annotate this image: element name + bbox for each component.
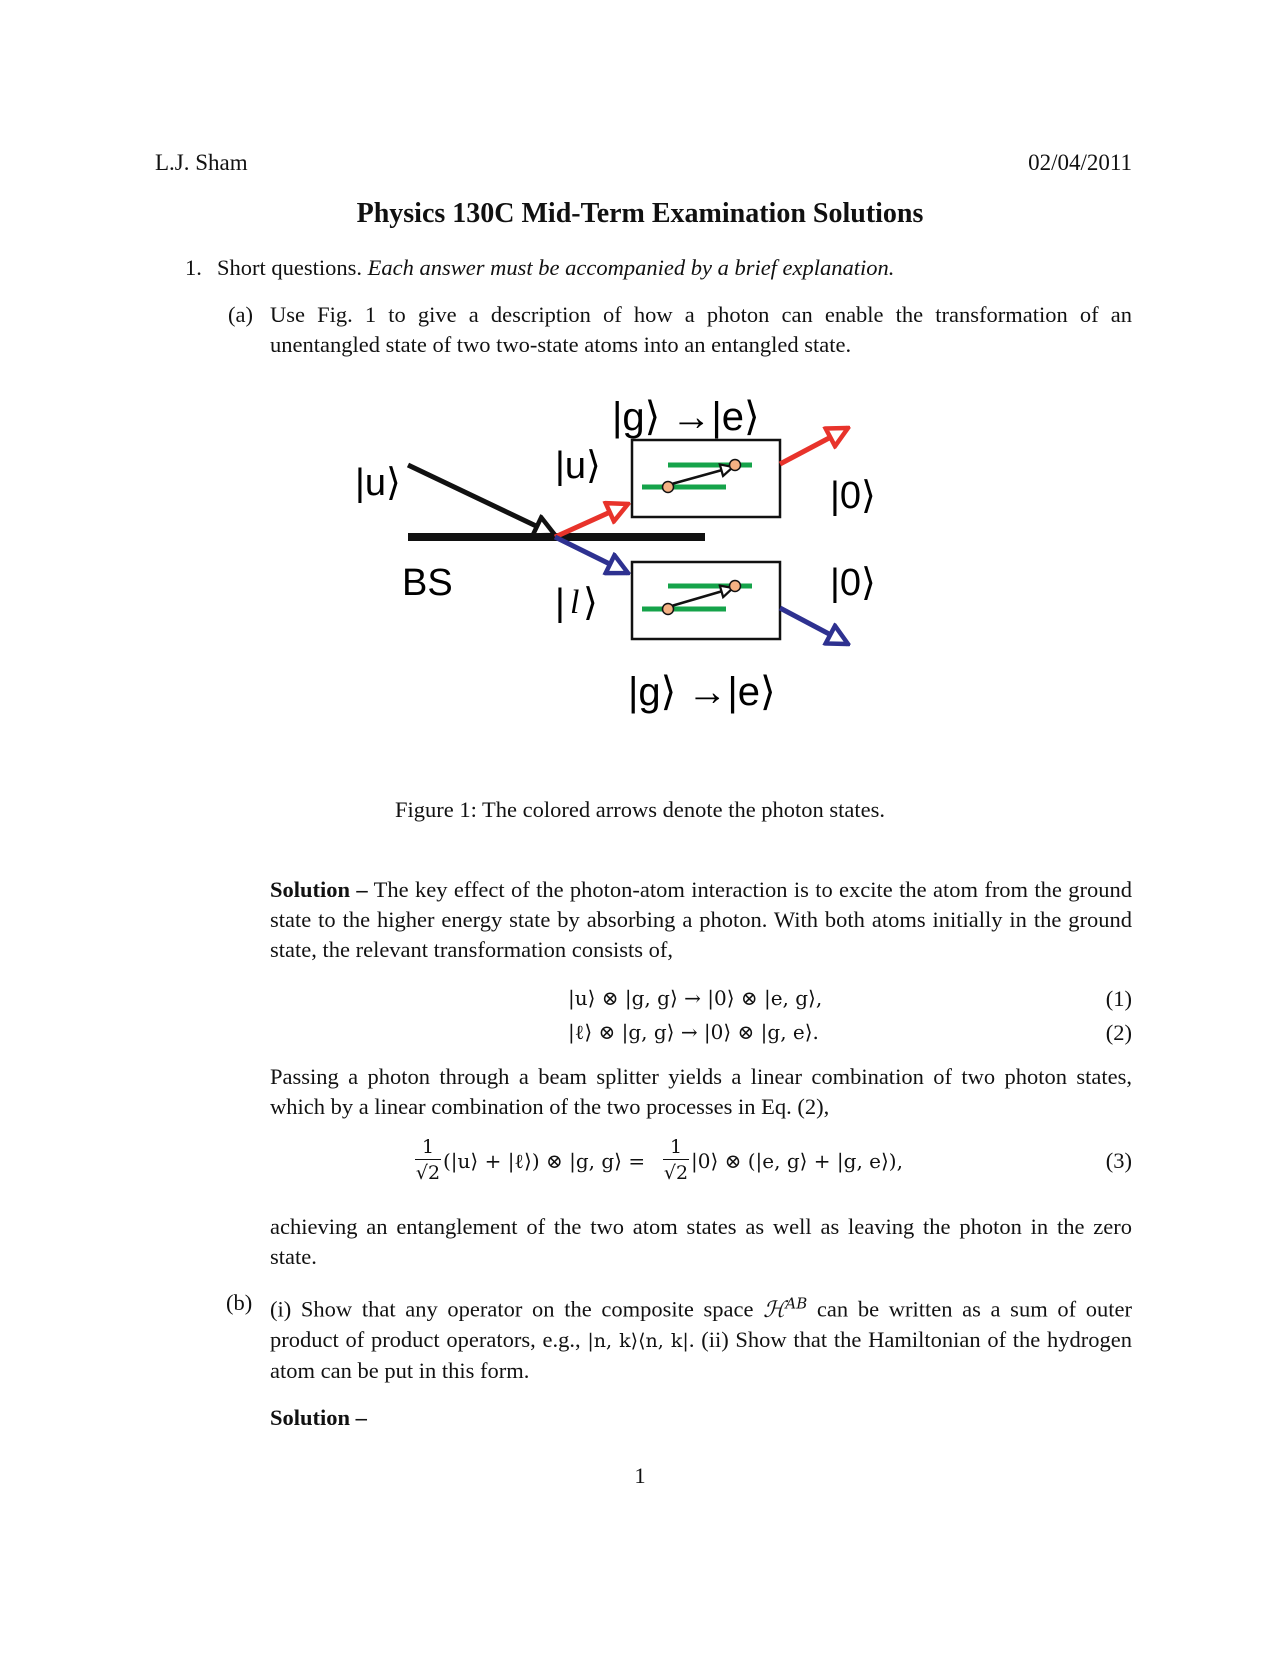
part-a-label: (a)	[228, 302, 253, 327]
question-number: 1.	[185, 255, 202, 280]
exam-date: 02/04/2011	[1028, 150, 1132, 175]
question-1-instruction: Each answer must be accompanied by a brief explanation.	[367, 255, 895, 280]
author-name: L.J. Sham	[155, 150, 248, 175]
equation-3-rhs: |0⟩ ⊗ (|e, g⟩ + |g, e⟩),	[691, 1149, 903, 1173]
question-1-intro	[217, 253, 1117, 283]
part-b-text: (i) Show that any operator on the composite space ℋ$^{AB}$ can be written as a sum of outer product of product operators, e.g., |n, k⟩⟨n, k|. (ii) Show that the Hamiltonian of the hydrogen atom can be put in this form.	[270, 1294, 1133, 1383]
solution-a-heading: Solution –	[270, 877, 368, 902]
equation-3	[415, 1135, 955, 1195]
part-a-text: Use Fig. 1 to give a description of how a photon can enable the transformation of an unentangled state of two two-state atoms into an entangled state.	[270, 302, 1132, 357]
page-number: 1	[634, 1463, 646, 1488]
lower-atom-excited	[730, 581, 741, 592]
bottom-transition-label: |g⟩ →|e⟩	[628, 670, 776, 714]
svg-text:l: l	[570, 584, 580, 621]
solution-a-text: The key effect of the photon-atom interaction is to excite the atom from the ground state to the higher energy state by absorbing a photon. With both atoms initially in the ground state, the relevant transformation consists of,	[270, 877, 1133, 962]
beam-splitter-label: BS	[402, 562, 453, 604]
part-b-label: (b)	[226, 1290, 253, 1315]
equation-3-rhs-fraction: $\frac{1}{√2}$	[663, 1136, 689, 1184]
equation-1: |u⟩ ⊗ |g, g⟩ → |0⟩ ⊗ |e, g⟩,	[568, 986, 823, 1010]
svg-text:⟩: ⟩	[583, 582, 598, 624]
lower-photon-arrow	[555, 537, 628, 573]
upper-output-state-label: |0⟩	[830, 475, 876, 517]
composite-space-symbol: ℋ$^{AB}$	[763, 1294, 808, 1323]
equation-2: |ℓ⟩ ⊗ |g, g⟩ → |0⟩ ⊗ |g, e⟩.	[568, 1020, 819, 1044]
upper-output-arrow	[780, 428, 848, 464]
outer-product-example: |n, k⟩⟨n, k|	[587, 1329, 689, 1352]
input-state-label: |u⟩	[355, 462, 401, 504]
lower-output-state-label: |0⟩	[830, 562, 876, 604]
top-transition-label: |g⟩ →|e⟩	[612, 395, 760, 439]
equation-2-number: (2)	[1105, 1020, 1132, 1045]
incoming-photon-arrow	[408, 465, 555, 535]
lower-atom-box	[632, 562, 780, 639]
upper-atom-excited	[730, 460, 741, 471]
upper-atom-box	[632, 440, 780, 517]
question-1-lead: Short questions.	[217, 255, 363, 280]
upper-atom-ground	[663, 482, 674, 493]
equation-3-lhs: (|u⟩ + |ℓ⟩) ⊗ |g, g⟩ =	[443, 1149, 646, 1173]
equation-3-lhs-fraction: $\frac{1}{√2}$	[415, 1136, 441, 1184]
solution-b-heading: Solution –	[270, 1405, 367, 1430]
page-title: Physics 130C Mid-Term Examination Solutions	[356, 198, 924, 229]
solution-a	[270, 875, 1132, 965]
figure-1-diagram	[350, 380, 910, 720]
equation-1-number: (1)	[1105, 986, 1132, 1011]
lower-output-arrow	[780, 608, 848, 644]
svg-text:|: |	[555, 582, 565, 624]
figure-caption: Figure 1: The colored arrows denote the photon states.	[394, 797, 886, 822]
lower-atom-ground	[663, 604, 674, 615]
upper-path-state-label: |u⟩	[555, 445, 601, 487]
lower-path-state-label	[555, 582, 598, 624]
equation-3-number: (3)	[1105, 1148, 1132, 1173]
paragraph-beam-splitter: Passing a photon through a beam splitter yields a linear combination of two photon states, which by a linear combination of the two processes in Eq. (2),	[270, 1064, 1132, 1119]
paragraph-entanglement: achieving an entanglement of the two atom states as well as leaving the photon in the zero state.	[270, 1214, 1132, 1269]
upper-photon-arrow	[555, 504, 628, 537]
